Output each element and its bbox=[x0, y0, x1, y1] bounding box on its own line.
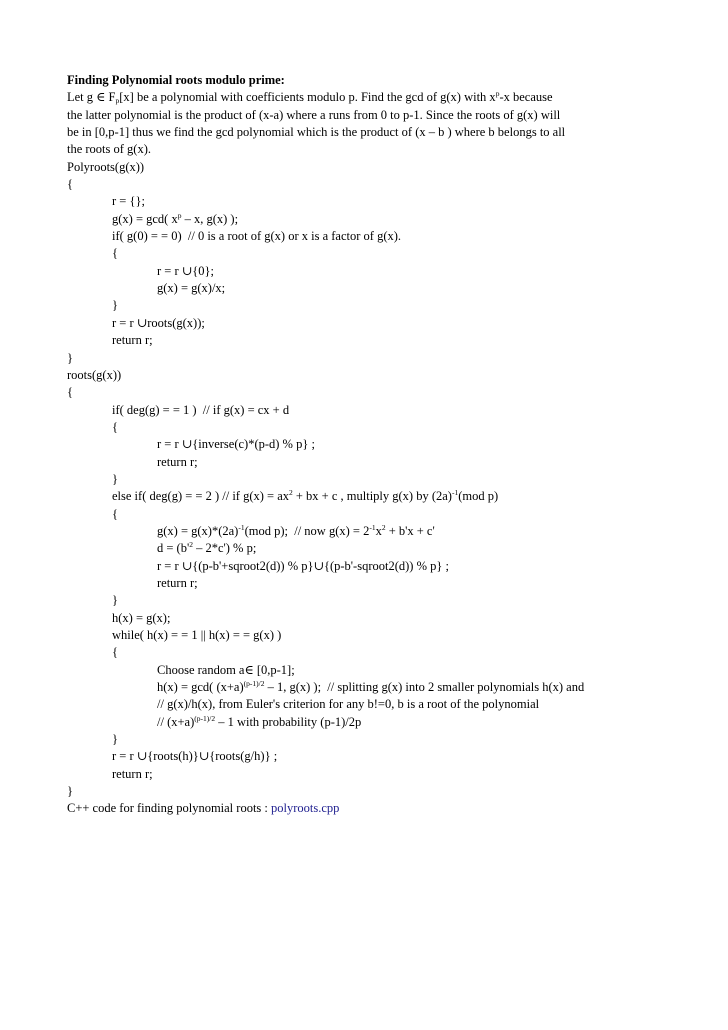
code-line: } bbox=[112, 732, 118, 747]
code-line: return r; bbox=[157, 454, 198, 469]
intro-text: Let g ∈ F bbox=[67, 90, 116, 105]
code-line: } bbox=[67, 350, 73, 365]
intro-line-4: the roots of g(x). bbox=[67, 142, 152, 157]
code-line: while( h(x) = = 1 || h(x) = = g(x) ) bbox=[112, 628, 282, 642]
code-line: Choose random a∈ [0,p-1]; bbox=[157, 662, 295, 677]
code-line bbox=[67, 488, 667, 505]
intro-text: -x because bbox=[499, 90, 553, 105]
code-text: d = (b' bbox=[157, 541, 190, 556]
code-text: else if( deg(g) = = 2 ) // if g(x) = ax bbox=[112, 489, 289, 504]
code-line: } bbox=[67, 784, 73, 799]
code-text: (mod p); // now g(x) = 2 bbox=[244, 523, 370, 538]
code-line: r = r ∪{roots(h)}∪{roots(g/h)} ; bbox=[112, 749, 278, 764]
code-line bbox=[67, 211, 667, 228]
code-line: g(x) = g(x)/x; bbox=[157, 281, 226, 296]
code-superscript: -1 bbox=[369, 522, 376, 532]
intro-text: [x] be a polynomial with coefficients modulo p. Find the gcd of g(x) with x bbox=[119, 90, 496, 105]
code-text: g(x) = gcd( x bbox=[112, 211, 178, 226]
code-line: r = r ∪roots(g(x)); bbox=[112, 315, 205, 330]
intro-subscript: p bbox=[115, 96, 120, 106]
code-line bbox=[67, 679, 667, 696]
code-line: } bbox=[112, 298, 118, 313]
code-line: r = r ∪{inverse(c)*(p-d) % p} ; bbox=[157, 437, 315, 452]
polyroots-cpp-link[interactable]: polyroots.cpp bbox=[271, 801, 340, 816]
code-text: – 1 with probability (p-1)/2p bbox=[215, 714, 362, 729]
code-superscript: (p-1)/2 bbox=[243, 679, 265, 689]
code-line: return r; bbox=[112, 766, 153, 781]
code-text: – x, g(x) ); bbox=[181, 211, 239, 226]
code-text: // (x+a) bbox=[157, 714, 195, 729]
footer-text: C++ code for finding polynomial roots : bbox=[67, 801, 272, 816]
code-line: Polyroots(g(x)) bbox=[67, 159, 145, 174]
code-line: if( deg(g) = = 1 ) // if g(x) = cx + d bbox=[112, 402, 290, 417]
code-text: + b'x + c' bbox=[385, 523, 435, 538]
code-superscript: p bbox=[177, 210, 182, 220]
code-line: h(x) = g(x); bbox=[112, 610, 171, 625]
code-line: { bbox=[112, 246, 118, 261]
code-line: { bbox=[67, 385, 73, 400]
code-superscript: -1 bbox=[238, 522, 245, 532]
document-body bbox=[67, 72, 667, 818]
code-superscript: 2 bbox=[189, 540, 193, 550]
code-text: x bbox=[375, 523, 382, 538]
code-superscript: 2 bbox=[289, 488, 293, 498]
intro-line-3: be in [0,p-1] thus we find the gcd polynomial which is the product of (x – b ) where b belongs to all bbox=[67, 125, 566, 140]
code-line bbox=[67, 714, 667, 731]
intro-line-2: the latter polynomial is the product of (x-a) where a runs from 0 to p-1. Since the roots of g(x) will bbox=[67, 107, 561, 122]
code-superscript: -1 bbox=[451, 488, 459, 498]
code-text: (mod p) bbox=[458, 489, 499, 504]
code-text: h(x) = gcd( (x+a) bbox=[157, 680, 244, 695]
code-line: return r; bbox=[157, 575, 198, 590]
code-text: – 1, g(x) ); // splitting g(x) into 2 smaller polynomials h(x) and bbox=[264, 680, 585, 695]
code-line: } bbox=[112, 471, 118, 486]
doc-title: Finding Polynomial roots modulo prime: bbox=[67, 73, 285, 87]
code-line: // g(x)/h(x), from Euler's criterion for any b!=0, b is a root of the polynomial bbox=[157, 697, 540, 712]
intro-line-1 bbox=[67, 89, 667, 106]
code-line: if( g(0) = = 0) // 0 is a root of g(x) or x is a factor of g(x). bbox=[112, 229, 402, 244]
code-line: r = r ∪{(p-b'+sqroot2(d)) % p}∪{(p-b'-sqroot2(d)) % p} ; bbox=[157, 558, 449, 573]
footer-line bbox=[67, 800, 667, 817]
intro-superscript: p bbox=[495, 89, 500, 99]
code-line bbox=[67, 523, 667, 540]
code-line: return r; bbox=[112, 333, 153, 348]
code-line: { bbox=[112, 645, 118, 660]
code-line: r = {}; bbox=[112, 194, 145, 209]
code-line: { bbox=[67, 177, 73, 192]
code-line: r = r ∪{0}; bbox=[157, 263, 214, 278]
code-text: – 2*c') % p; bbox=[192, 541, 257, 556]
code-line: { bbox=[112, 419, 118, 434]
code-line: roots(g(x)) bbox=[67, 367, 122, 382]
code-line: } bbox=[112, 593, 118, 608]
code-line bbox=[67, 540, 667, 557]
code-superscript: 2 bbox=[381, 522, 386, 532]
code-superscript: (p-1)/2 bbox=[194, 713, 216, 723]
code-text: + bx + c , multiply g(x) by (2a) bbox=[292, 489, 452, 504]
code-line: { bbox=[112, 506, 118, 521]
code-text: g(x) = g(x)*(2a) bbox=[157, 523, 239, 538]
